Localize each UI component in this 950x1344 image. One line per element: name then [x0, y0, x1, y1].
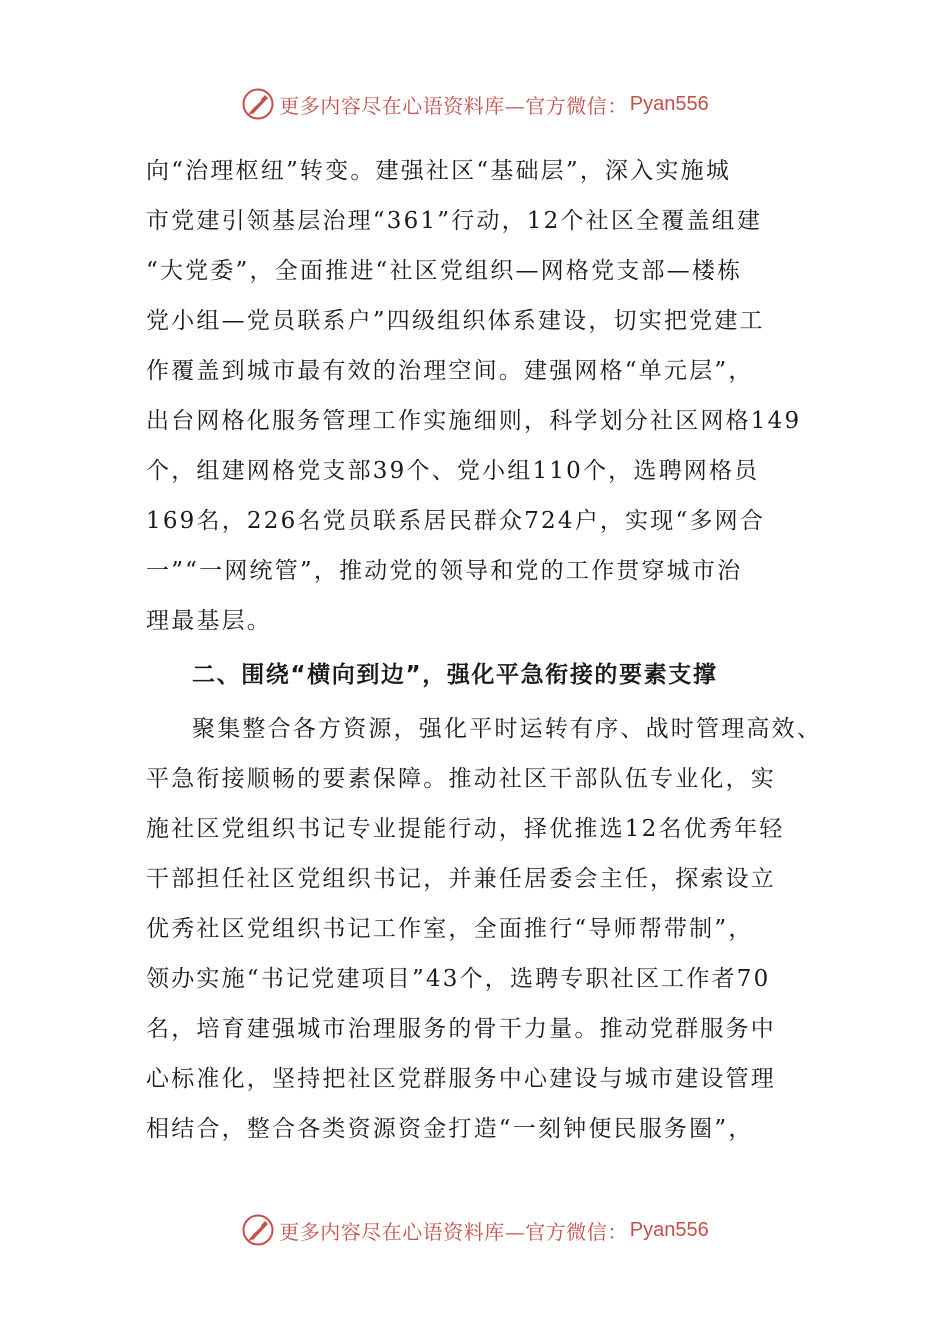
banner-text: 更多内容尽在心语资料库—官方微信： [279, 1219, 628, 1244]
text-line: 169名，226名党员联系居民群众724户，实现“多网合 [146, 508, 766, 534]
text-line: 一”“一网统管”，推动党的领导和党的工作贯穿城市治 [146, 558, 743, 584]
text-line: 个，组建网格党支部39个、党小组110个，选聘网格员 [146, 458, 760, 484]
quill-pen-icon [241, 87, 275, 121]
document-body [146, 146, 846, 1154]
text-line: 名，培育建强城市治理服务的骨干力量。推动党群服务中 [146, 1016, 776, 1042]
text-line: 干部担任社区党组织书记，并兼任居委会主任，探索设立 [146, 866, 776, 892]
text-line: 出台网格化服务管理工作实施细则，科学划分社区网格149 [146, 408, 802, 434]
text-line: 党小组—党员联系户”四级组织体系建设，切实把党建工 [146, 308, 765, 334]
text-line: “大党委”，全面推进“社区党组织—网格党支部—楼栋 [146, 258, 743, 284]
text-line: 平急衔接顺畅的要素保障。推动社区干部队伍专业化，实 [146, 766, 776, 792]
text-line: 向“治理枢纽”转变。建强社区“基础层”，深入实施城 [146, 158, 732, 184]
text-line: 理最基层。 [146, 608, 272, 634]
banner-wechat-id: Pyan556 [629, 92, 709, 115]
text-line: 聚集整合各方资源，强化平时运转有序、战时管理高效、 [192, 716, 822, 742]
footer-banner [0, 1210, 950, 1250]
quill-pen-icon [241, 1213, 275, 1247]
banner-text: 更多内容尽在心语资料库—官方微信： [279, 93, 628, 118]
section-heading: 二、围绕“横向到边”，强化平急衔接的要素支撑 [192, 662, 718, 688]
text-line: 心标准化，坚持把社区党群服务中心建设与城市建设管理 [146, 1066, 776, 1092]
text-line: 领办实施“书记党建项目”43个，选聘专职社区工作者70 [146, 966, 771, 992]
text-line: 作覆盖到城市最有效的治理空间。建强网格“单元层”， [146, 358, 754, 384]
text-line: 优秀社区党组织书记工作室，全面推行“导师帮带制”， [146, 916, 754, 942]
header-banner [0, 84, 950, 124]
text-line: 施社区党组织书记专业提能行动，择优推选12名优秀年轻 [146, 816, 785, 842]
text-line: 市党建引领基层治理“361”行动，12个社区全覆盖组建 [146, 208, 763, 234]
text-line: 相结合，整合各类资源资金打造“一刻钟便民服务圈”， [146, 1116, 754, 1142]
banner-wechat-id: Pyan556 [629, 1218, 709, 1241]
